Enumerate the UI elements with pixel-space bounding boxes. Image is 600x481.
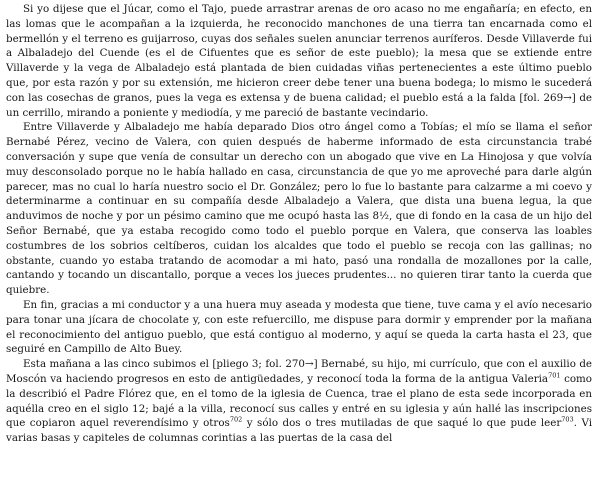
paragraph-4-text: y sólo dos o tres mutiladas de que saqué lo que pude leer: [242, 417, 562, 430]
paragraph-4-text: como la describió el Padre Flórez que, en el tomo de la iglesia de Cuenca, trae el plano de esta sede incorporada en aquélla creo en el siglo 12; bajé a la villa, reconocí sus calles y entré en su iglesia y aún hallé las inscripciones que copiaron aquel reverendísimo y otros: [6, 372, 592, 430]
paragraph-4: [6, 357, 592, 446]
footnote-marker-703: 703: [561, 415, 574, 424]
paragraph-2: Entre Villaverde y Albaladejo me había deparado Dios otro ángel como a Tobías; el mío se llama el señor Bernabé Pérez, vecino de Valera, con quien después de haberme informado de esta circunstancia trabé conversación y supe que venía de consultar un derecho con un abogado que vive en La Hinojosa y que volvía muy desconsolado porque no le había hallado en casa, circunstancia de que yo me aproveché para darle algún parecer, mas no cual lo haría nuestro socio el Dr. González; pero lo fue lo bastante para calzarme a mi coevo y determinarme a continuar en su compañía desde Albaladejo a Valera, que dista una buena legua, la que anduvimos de noche y por un pésimo camino que me ocupó hasta las 8½, que di fondo en la casa de un hijo del Señor Bernabé, que ya estaba recogido como todo el pueblo porque en Valera, que conserva las loables costumbres de los sobrios celtíberos, cuidan los alcaldes que todo el pueblo se recoja con las gallinas; no obstante, cuando yo estaba tratando de acomodar a mi hato, pasó una rondalla de mozallones por la calle, cantando y tocando un discantallo, porque a veces los jueces prudentes... no quieren tirar tanto la cuerda que quiebre.: [6, 121, 592, 297]
footnote-marker-702: 702: [229, 415, 243, 424]
paragraph-1: Si yo dijese que el Júcar, como el Tajo, puede arrastrar arenas de oro acaso no me engañaría; en efecto, en las lomas que le acompañan a la izquierda, he reconocido manchones de una tierra tan encarnada como el bermellón y el terreno es guijarroso, cuyas dos señales suelen anunciar terrenos auríferos. Desde Villaverde fui a Albaladejo del Cuende (es el de Cifuentes que es señor de este pueblo); la mesa que se extiende entre Villaverde y la vega de Albaladejo está plantada de bien cuidadas viñas pertenecientes a este último pueblo que, por esta razón y por su extensión, me hicieron creer debe tener una buena bodega; lo mismo le sucederá con las cosechas de granos, pues la vega es extensa y de buena calidad; el pueblo está a la falda [fol. 269→] de un cerrillo, mirando a poniente y mediodía, y me pareció de bastante vecindario.: [6, 3, 592, 119]
document-page: [6, 2, 592, 480]
paragraph-4-text: . Vi varias basas y capiteles de columnas corintias a las puertas de la casa del: [6, 417, 592, 445]
footnote-marker-701: 701: [548, 371, 561, 380]
paragraph-3: En fin, gracias a mi conductor y a una huera muy aseada y modesta que tiene, tuve cama y el avío necesario para tonar una jícara de chocolate y, con este refuercillo, me dispuse para dormir y emprender por la mañana el reconocimiento del antiguo pueblo, que está contiguo al moderno, y aquí se queda la carta hasta el 23, que seguiré en Campillo de Alto Buey.: [6, 298, 592, 356]
paragraph-4-text: Esta mañana a las cinco subimos el [pliego 3; fol. 270→] Bernabé, su hijo, mi currículo, que con el auxilio de Moscón va haciendo progresos en esto de antigüedades, y reconocí toda la forma de la antigua Valeria: [6, 358, 592, 385]
